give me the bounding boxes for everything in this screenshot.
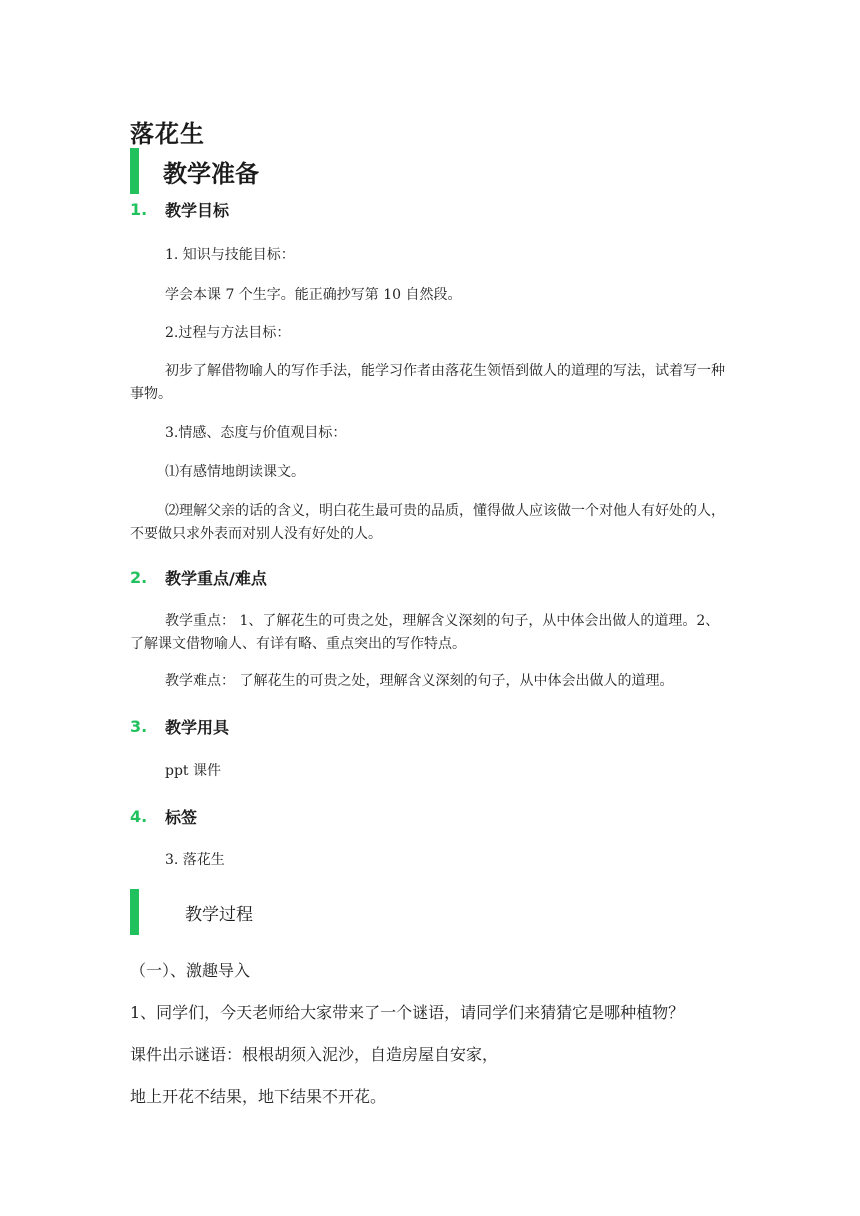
section-heading-process — [130, 889, 253, 935]
process-line-1: 1、同学们，今天老师给大家带来了一个谜语，请同学们来猜猜它是哪种植物？ — [130, 1003, 685, 1022]
heading-number: 1. — [130, 200, 148, 219]
teaching-focus: 教学重点： 1、了解花生的可贵之处，理解含义深刻的句子，从中体会出做人的道理。2、了解课文借物喻人、有详有略、重点突出的写作特点。 — [130, 613, 720, 652]
process-line-2: 课件出示谜语：根根胡须入泥沙，自造房屋自安家， — [130, 1045, 499, 1064]
heading-text: 教学目标 — [165, 201, 230, 220]
numbered-heading-3 — [130, 715, 229, 738]
section-accent-bar — [130, 148, 139, 194]
goal-3-item-b: ⑵理解父亲的话的含义，明白花生最可贵的品质，懂得做人应该做一个对他人有好处的人，不要做只求外表而对别人没有好处的人。 — [130, 503, 725, 542]
numbered-heading-1 — [130, 198, 229, 221]
numbered-heading-2 — [130, 566, 267, 589]
document-title: 落花生 — [130, 120, 205, 148]
goal-3-item-a: ⑴有感情地朗读课文。 — [165, 464, 305, 480]
tag-text: 3. 落花生 — [165, 852, 225, 868]
process-line-3: 地上开花不结果，地下结果不开花。 — [130, 1087, 387, 1106]
section-heading-label: 教学准备 — [163, 159, 259, 188]
goal-2-title: 2.过程与方法目标： — [165, 325, 291, 341]
goal-2-text: 初步了解借物喻人的写作手法，能学习作者由落花生领悟到做人的道理的写法，试着写一种事物。 — [130, 363, 725, 402]
heading-text: 教学重点/难点 — [165, 569, 267, 588]
goal-1-title: 1. 知识与技能目标： — [165, 247, 295, 263]
goal-1-text: 学会本课 7 个生字。能正确抄写第 10 自然段。 — [165, 287, 462, 303]
heading-text: 教学用具 — [165, 718, 230, 737]
section-heading-prep — [130, 148, 259, 194]
heading-number: 2. — [130, 568, 148, 587]
section-heading-label: 教学过程 — [185, 904, 253, 925]
teaching-difficulty: 教学难点： 了解花生的可贵之处，理解含义深刻的句子，从中体会出做人的道理。 — [165, 673, 674, 689]
heading-number: 3. — [130, 717, 148, 736]
heading-number: 4. — [130, 807, 148, 826]
goal-3-title: 3.情感、态度与价值观目标： — [165, 425, 347, 441]
section-accent-bar — [130, 889, 139, 935]
process-part-1-heading: （一）、激趣导入 — [130, 961, 251, 980]
teaching-tools: ppt 课件 — [165, 763, 221, 779]
numbered-heading-4 — [130, 805, 197, 828]
heading-text: 标签 — [165, 808, 198, 827]
